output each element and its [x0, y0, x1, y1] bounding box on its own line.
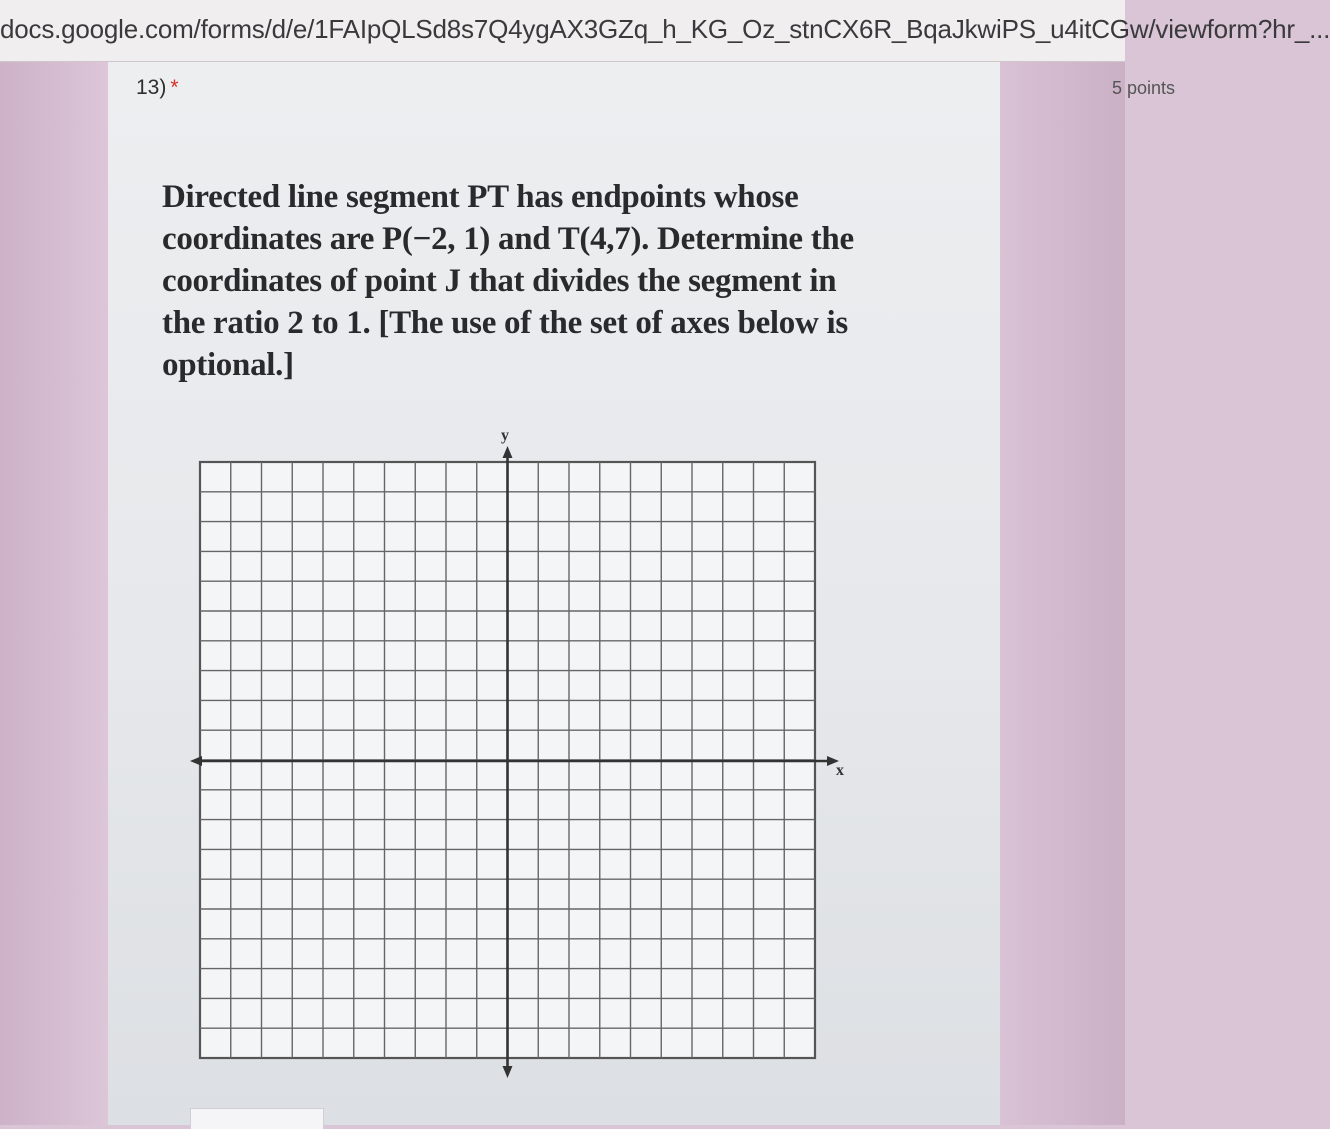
- question-line-3: coordinates of point J that divides the segment in: [162, 263, 837, 299]
- question-text: [162, 176, 882, 386]
- x-axis-label: x: [836, 762, 844, 779]
- next-section-edge: [190, 1108, 324, 1129]
- question-line-4: the ratio 2 to 1. [The use of the set of axes below is: [162, 305, 848, 341]
- y-axis-arrow-up: [503, 446, 513, 458]
- y-axis-arrow-down: [503, 1066, 513, 1078]
- url-text[interactable]: docs.google.com/forms/d/e/1FAIpQLSd8s7Q4ygAX3GZq_h_KG_Oz_stnCX6R_BqaJkwiPS_u4itCGw/viewform?hr_...: [0, 14, 1330, 44]
- browser-address-bar[interactable]: [0, 0, 1330, 62]
- question-line-2: coordinates are P(−2, 1) and T(4,7). Determine the: [162, 221, 854, 257]
- y-axis-label: y: [501, 427, 509, 444]
- question-line-1: Directed line segment PT has endpoints whose: [162, 179, 799, 215]
- coordinate-grid: [190, 420, 850, 1090]
- question-line-5: optional.]: [162, 347, 294, 383]
- question-number: [136, 76, 179, 100]
- x-axis-arrow-left: [190, 756, 202, 766]
- required-asterisk: *: [170, 76, 179, 99]
- page-background-right: [1000, 62, 1125, 1125]
- question-points: 5 points: [1111, 78, 1175, 98]
- page-background-left: [0, 62, 108, 1125]
- coordinate-grid-image: [190, 420, 850, 1090]
- question-number-label: 13): [136, 76, 167, 99]
